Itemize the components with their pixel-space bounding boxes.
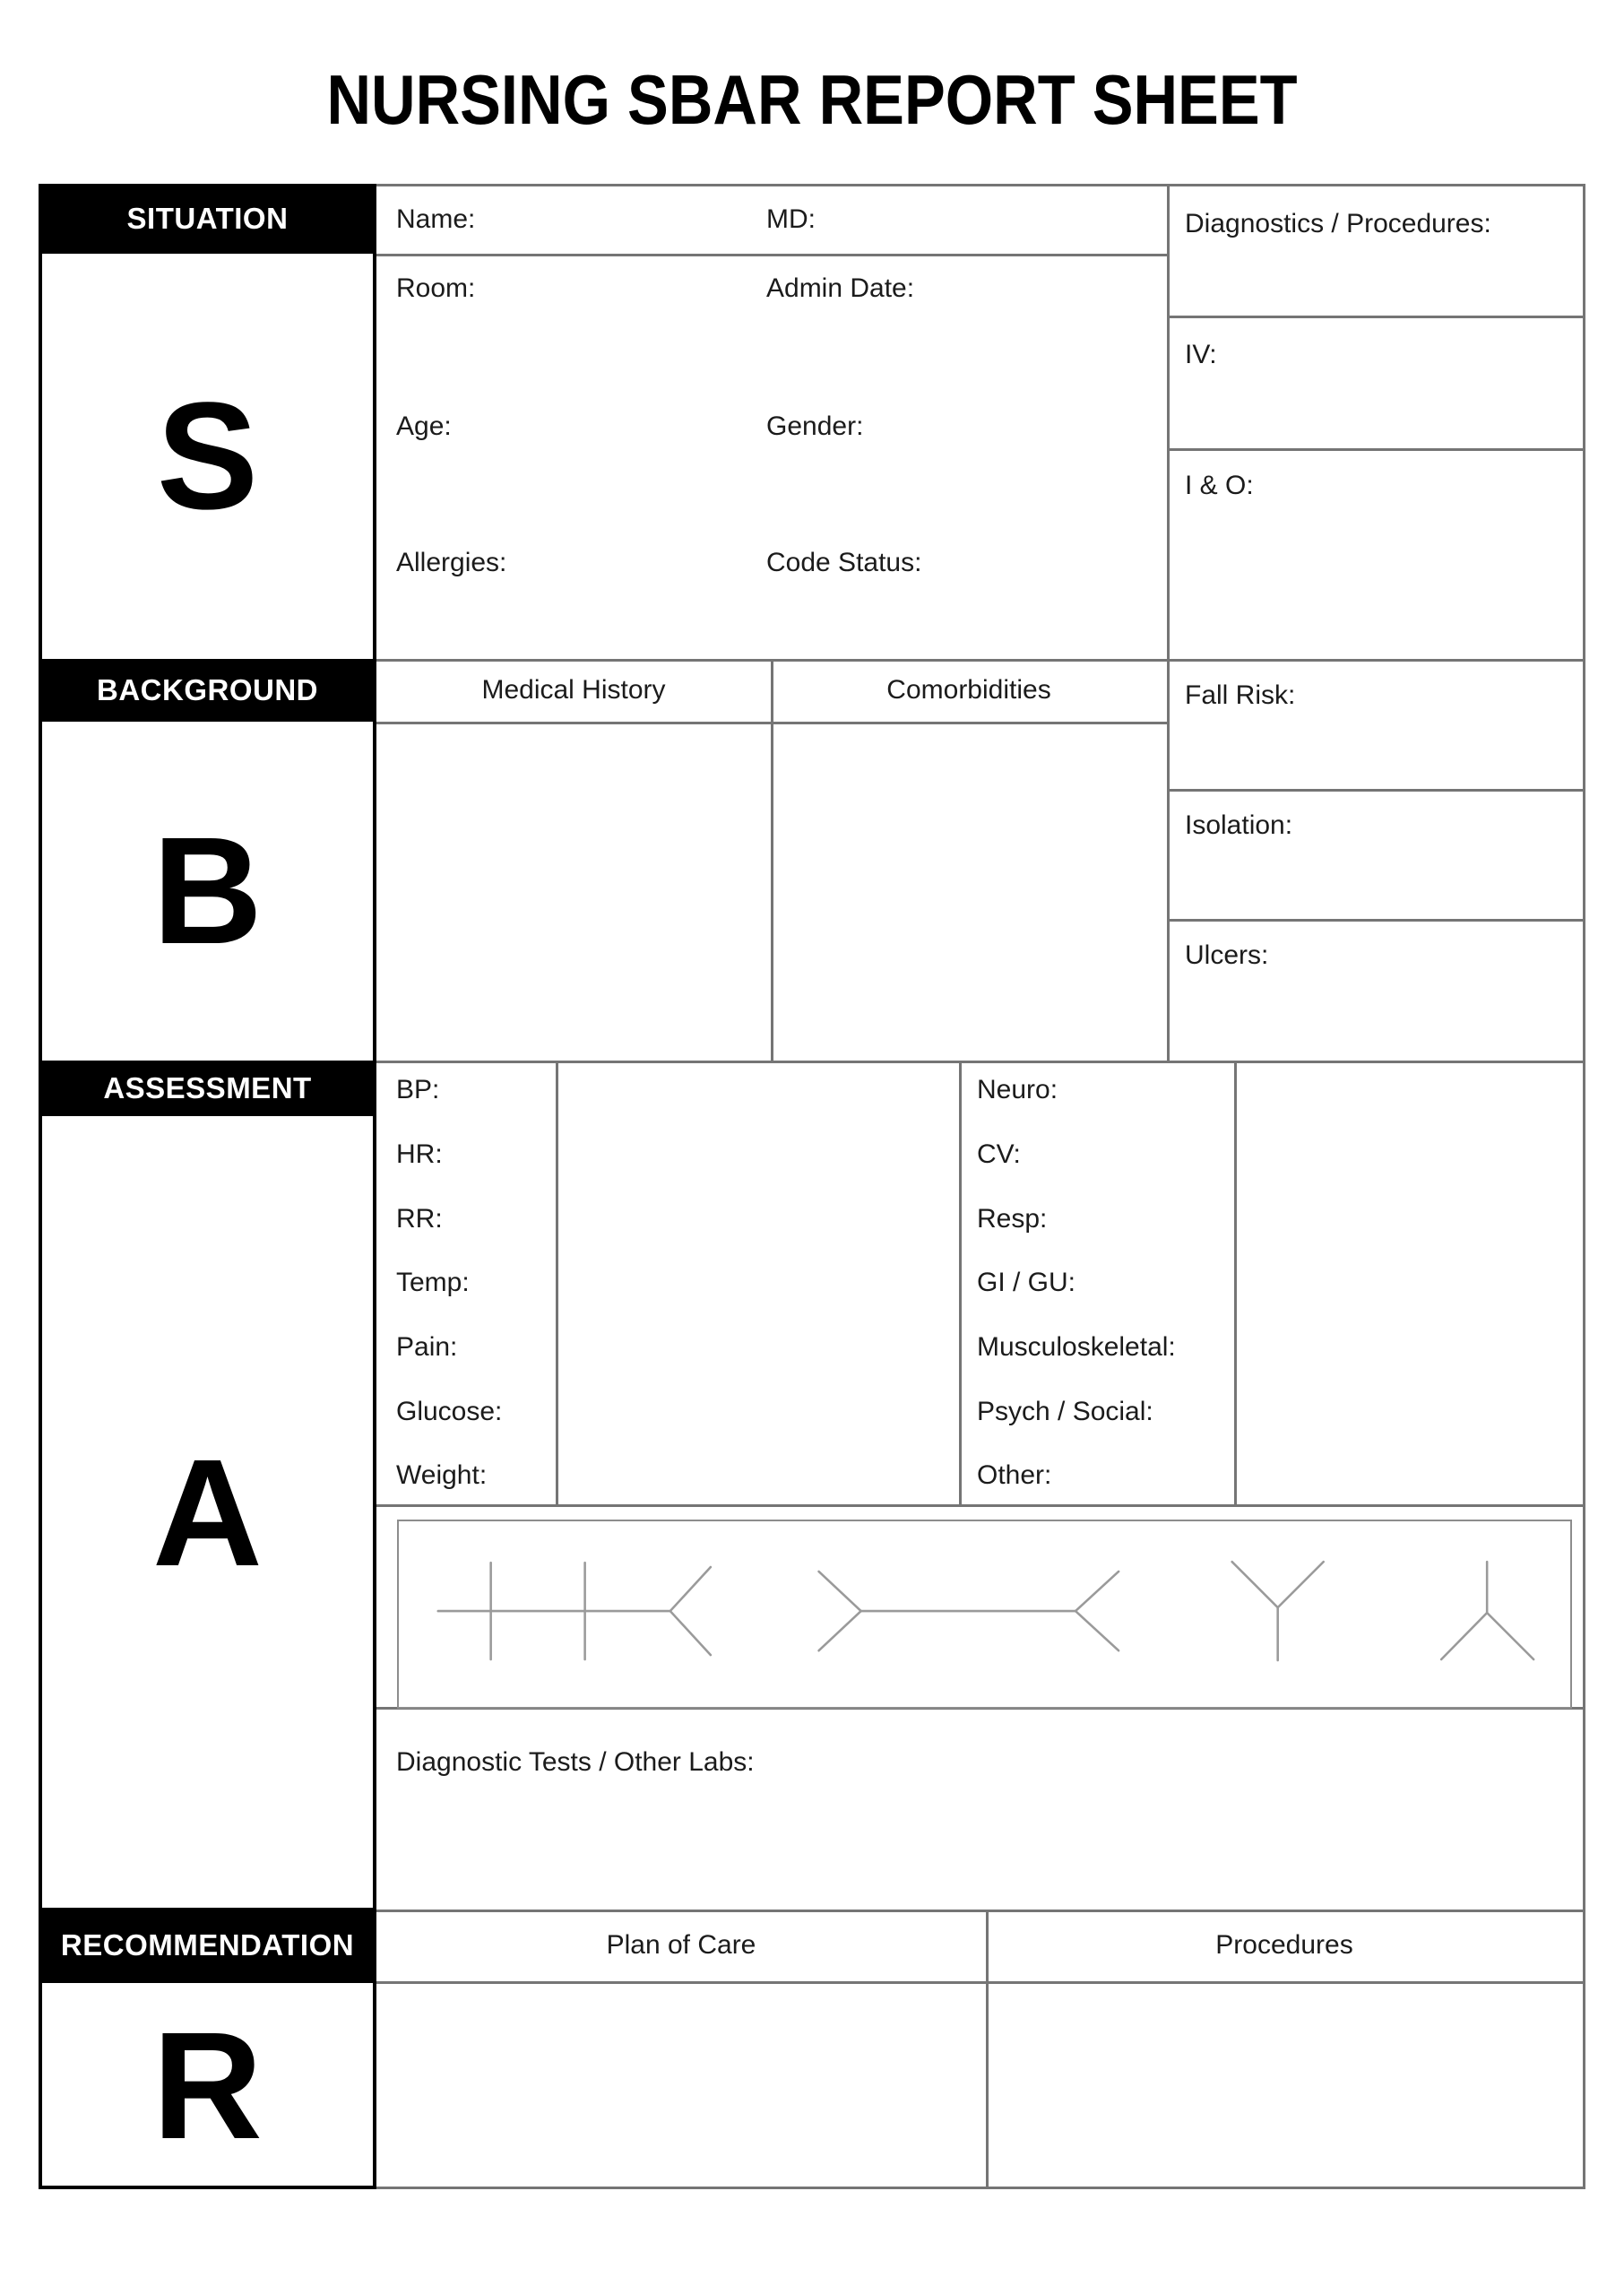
assessment-section-header: ASSESSMENT bbox=[39, 1061, 376, 1116]
grid-line bbox=[376, 1504, 1585, 1507]
isolation-field-area[interactable] bbox=[1167, 789, 1583, 919]
inverted-y-fishbone-icon bbox=[1441, 1562, 1533, 1659]
isolation-label: Isolation: bbox=[1185, 810, 1293, 840]
rr-label: RR: bbox=[396, 1204, 443, 1234]
diagnostic-tests-field-area[interactable] bbox=[376, 1707, 1585, 1910]
fall-risk-label: Fall Risk: bbox=[1185, 680, 1296, 710]
hr-label: HR: bbox=[396, 1139, 443, 1169]
medical-history-header: Medical History bbox=[481, 675, 666, 705]
page-title: NURSING SBAR REPORT SHEET bbox=[326, 60, 1298, 139]
temp-label: Temp: bbox=[396, 1268, 470, 1297]
bp-label: BP: bbox=[396, 1075, 440, 1104]
assessment-letter: A bbox=[152, 1427, 263, 1598]
musculoskeletal-label: Musculoskeletal: bbox=[977, 1332, 1176, 1362]
recommendation-section-header: RECOMMENDATION bbox=[39, 1908, 376, 1983]
grid-line bbox=[959, 1061, 962, 1504]
resp-label: Resp: bbox=[977, 1204, 1048, 1234]
cv-label: CV: bbox=[977, 1139, 1021, 1169]
psych-social-label: Psych / Social: bbox=[977, 1397, 1153, 1426]
pain-label: Pain: bbox=[396, 1332, 458, 1362]
fall-risk-field-area[interactable] bbox=[1167, 659, 1583, 789]
systems-values-field-area[interactable] bbox=[1234, 1061, 1583, 1504]
comorbidities-field-area[interactable] bbox=[771, 722, 1167, 1061]
weight-label: Weight: bbox=[396, 1460, 488, 1490]
background-letter: B bbox=[152, 806, 263, 976]
lab-fishbone-panel[interactable] bbox=[397, 1520, 1572, 1709]
chem7-fishbone-icon bbox=[438, 1563, 711, 1659]
vitals-values-field-area[interactable] bbox=[556, 1061, 959, 1504]
i-and-o-label: I & O: bbox=[1185, 471, 1254, 500]
plan-of-care-header: Plan of Care bbox=[606, 1930, 756, 1960]
code-status-label: Code Status: bbox=[766, 548, 922, 577]
ulcers-label: Ulcers: bbox=[1185, 940, 1269, 970]
medical-history-field-area[interactable] bbox=[376, 722, 771, 1061]
iv-label: IV: bbox=[1185, 340, 1217, 369]
other-label: Other: bbox=[977, 1460, 1052, 1490]
gi-gu-label: GI / GU: bbox=[977, 1268, 1076, 1297]
room-label: Room: bbox=[396, 273, 476, 303]
diagnostics-procedures-label: Diagnostics / Procedures: bbox=[1185, 209, 1491, 238]
background-section-header: BACKGROUND bbox=[39, 659, 376, 722]
diagnostic-tests-label: Diagnostic Tests / Other Labs: bbox=[396, 1747, 755, 1777]
name-label: Name: bbox=[396, 204, 476, 234]
procedures-field-area[interactable] bbox=[986, 1981, 1583, 2187]
recommendation-letter: R bbox=[152, 2001, 263, 2171]
admin-date-label: Admin Date: bbox=[766, 273, 915, 303]
situation-section-header: SITUATION bbox=[39, 184, 376, 254]
plan-of-care-field-area[interactable] bbox=[376, 1981, 986, 2187]
gender-label: Gender: bbox=[766, 411, 864, 441]
grid-line bbox=[376, 2187, 1585, 2189]
diagnostics-procedures-field-area[interactable] bbox=[1167, 184, 1583, 316]
allergies-label: Allergies: bbox=[396, 548, 507, 577]
age-label: Age: bbox=[396, 411, 452, 441]
lab-fishbone-diagrams bbox=[399, 1521, 1570, 1707]
cbc-fishbone-icon bbox=[819, 1572, 1119, 1650]
neuro-label: Neuro: bbox=[977, 1075, 1058, 1104]
glucose-label: Glucose: bbox=[396, 1397, 503, 1426]
patient-info-field-area[interactable] bbox=[376, 254, 1167, 659]
procedures-header: Procedures bbox=[1215, 1930, 1353, 1960]
md-label: MD: bbox=[766, 204, 816, 234]
situation-letter: S bbox=[156, 371, 259, 541]
iv-field-area[interactable] bbox=[1167, 316, 1583, 448]
y-fishbone-icon bbox=[1232, 1562, 1324, 1660]
comorbidities-header: Comorbidities bbox=[886, 675, 1051, 705]
